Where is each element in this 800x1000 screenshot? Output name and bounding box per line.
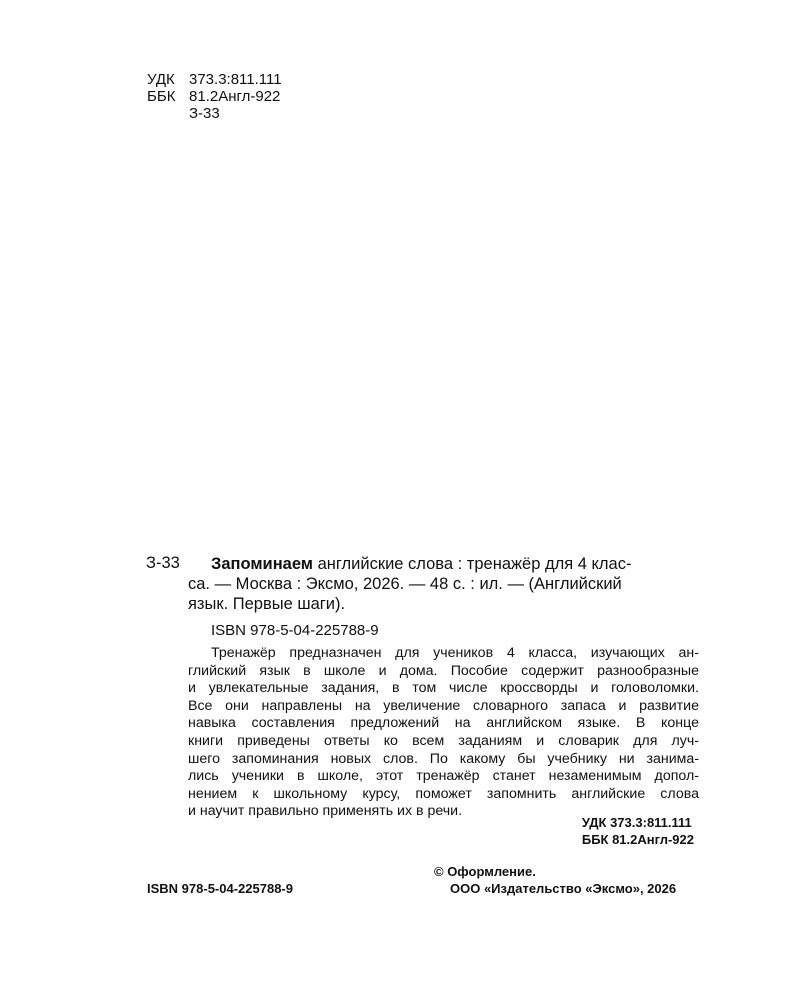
record-title: Запоминаем: [211, 555, 313, 573]
copyright-line-2: ООО «Издательство «Эксмо», 2026: [450, 881, 677, 896]
udk-label: УДК: [147, 71, 175, 88]
record-line-1-rest: английские слова : тренажёр для 4 клас-: [317, 555, 632, 573]
footer-isbn: ISBN 978-5-04-225788-9: [147, 881, 293, 896]
annotation-line: Тренажёр предназначен для учеников 4 класса, изучающих ан-: [211, 645, 699, 661]
annotation-line: навыка составления предложений на английском языке. В конце: [188, 715, 699, 732]
bbk-value: 81.2Англ-922: [189, 88, 281, 105]
record-isbn: ISBN 978-5-04-225788-9: [211, 622, 379, 639]
annotation: [188, 645, 699, 821]
record-line-2: са. — Москва : Эксмо, 2026. — 48 с. : ил. — (Английский: [188, 575, 622, 593]
record-line-1: [211, 554, 631, 574]
annotation-line: нением к школьному курсу, поможет запомнить английские слова: [188, 785, 699, 802]
record-author-mark: З-33: [146, 554, 180, 572]
index-bbk: ББК 81.2Англ-922: [581, 832, 694, 847]
udk-value: 373.3:811.111: [189, 71, 282, 88]
author-mark: З-33: [189, 105, 220, 122]
annotation-line: глийский язык в школе и дома. Пособие содержит разнообразные: [188, 662, 699, 679]
annotation-line: и научит правильно применять их в речи.: [188, 803, 463, 820]
annotation-line: Все они направлены на увеличение словарного запаса и развитие: [188, 697, 699, 714]
classification-block: [147, 71, 367, 127]
annotation-line: и увлекательные задания, в том числе кроссворды и головоломки.: [188, 680, 699, 697]
annotation-line: шего запоминания новых слов. По какому бы учебнику ни занима-: [188, 750, 699, 767]
index-udk: УДК 373.3:811.111: [581, 815, 692, 830]
bbk-label: ББК: [147, 88, 176, 105]
copyright-line-1: © Оформление.: [434, 864, 536, 879]
indices-block: [582, 815, 694, 847]
annotation-line: книги приведены ответы ко всем заданиям и словарик для луч-: [188, 732, 699, 749]
record-line-3: язык. Первые шаги).: [188, 595, 346, 613]
annotation-line: лись ученики в школе, этот тренажёр станет незаменимым допол-: [188, 768, 699, 785]
